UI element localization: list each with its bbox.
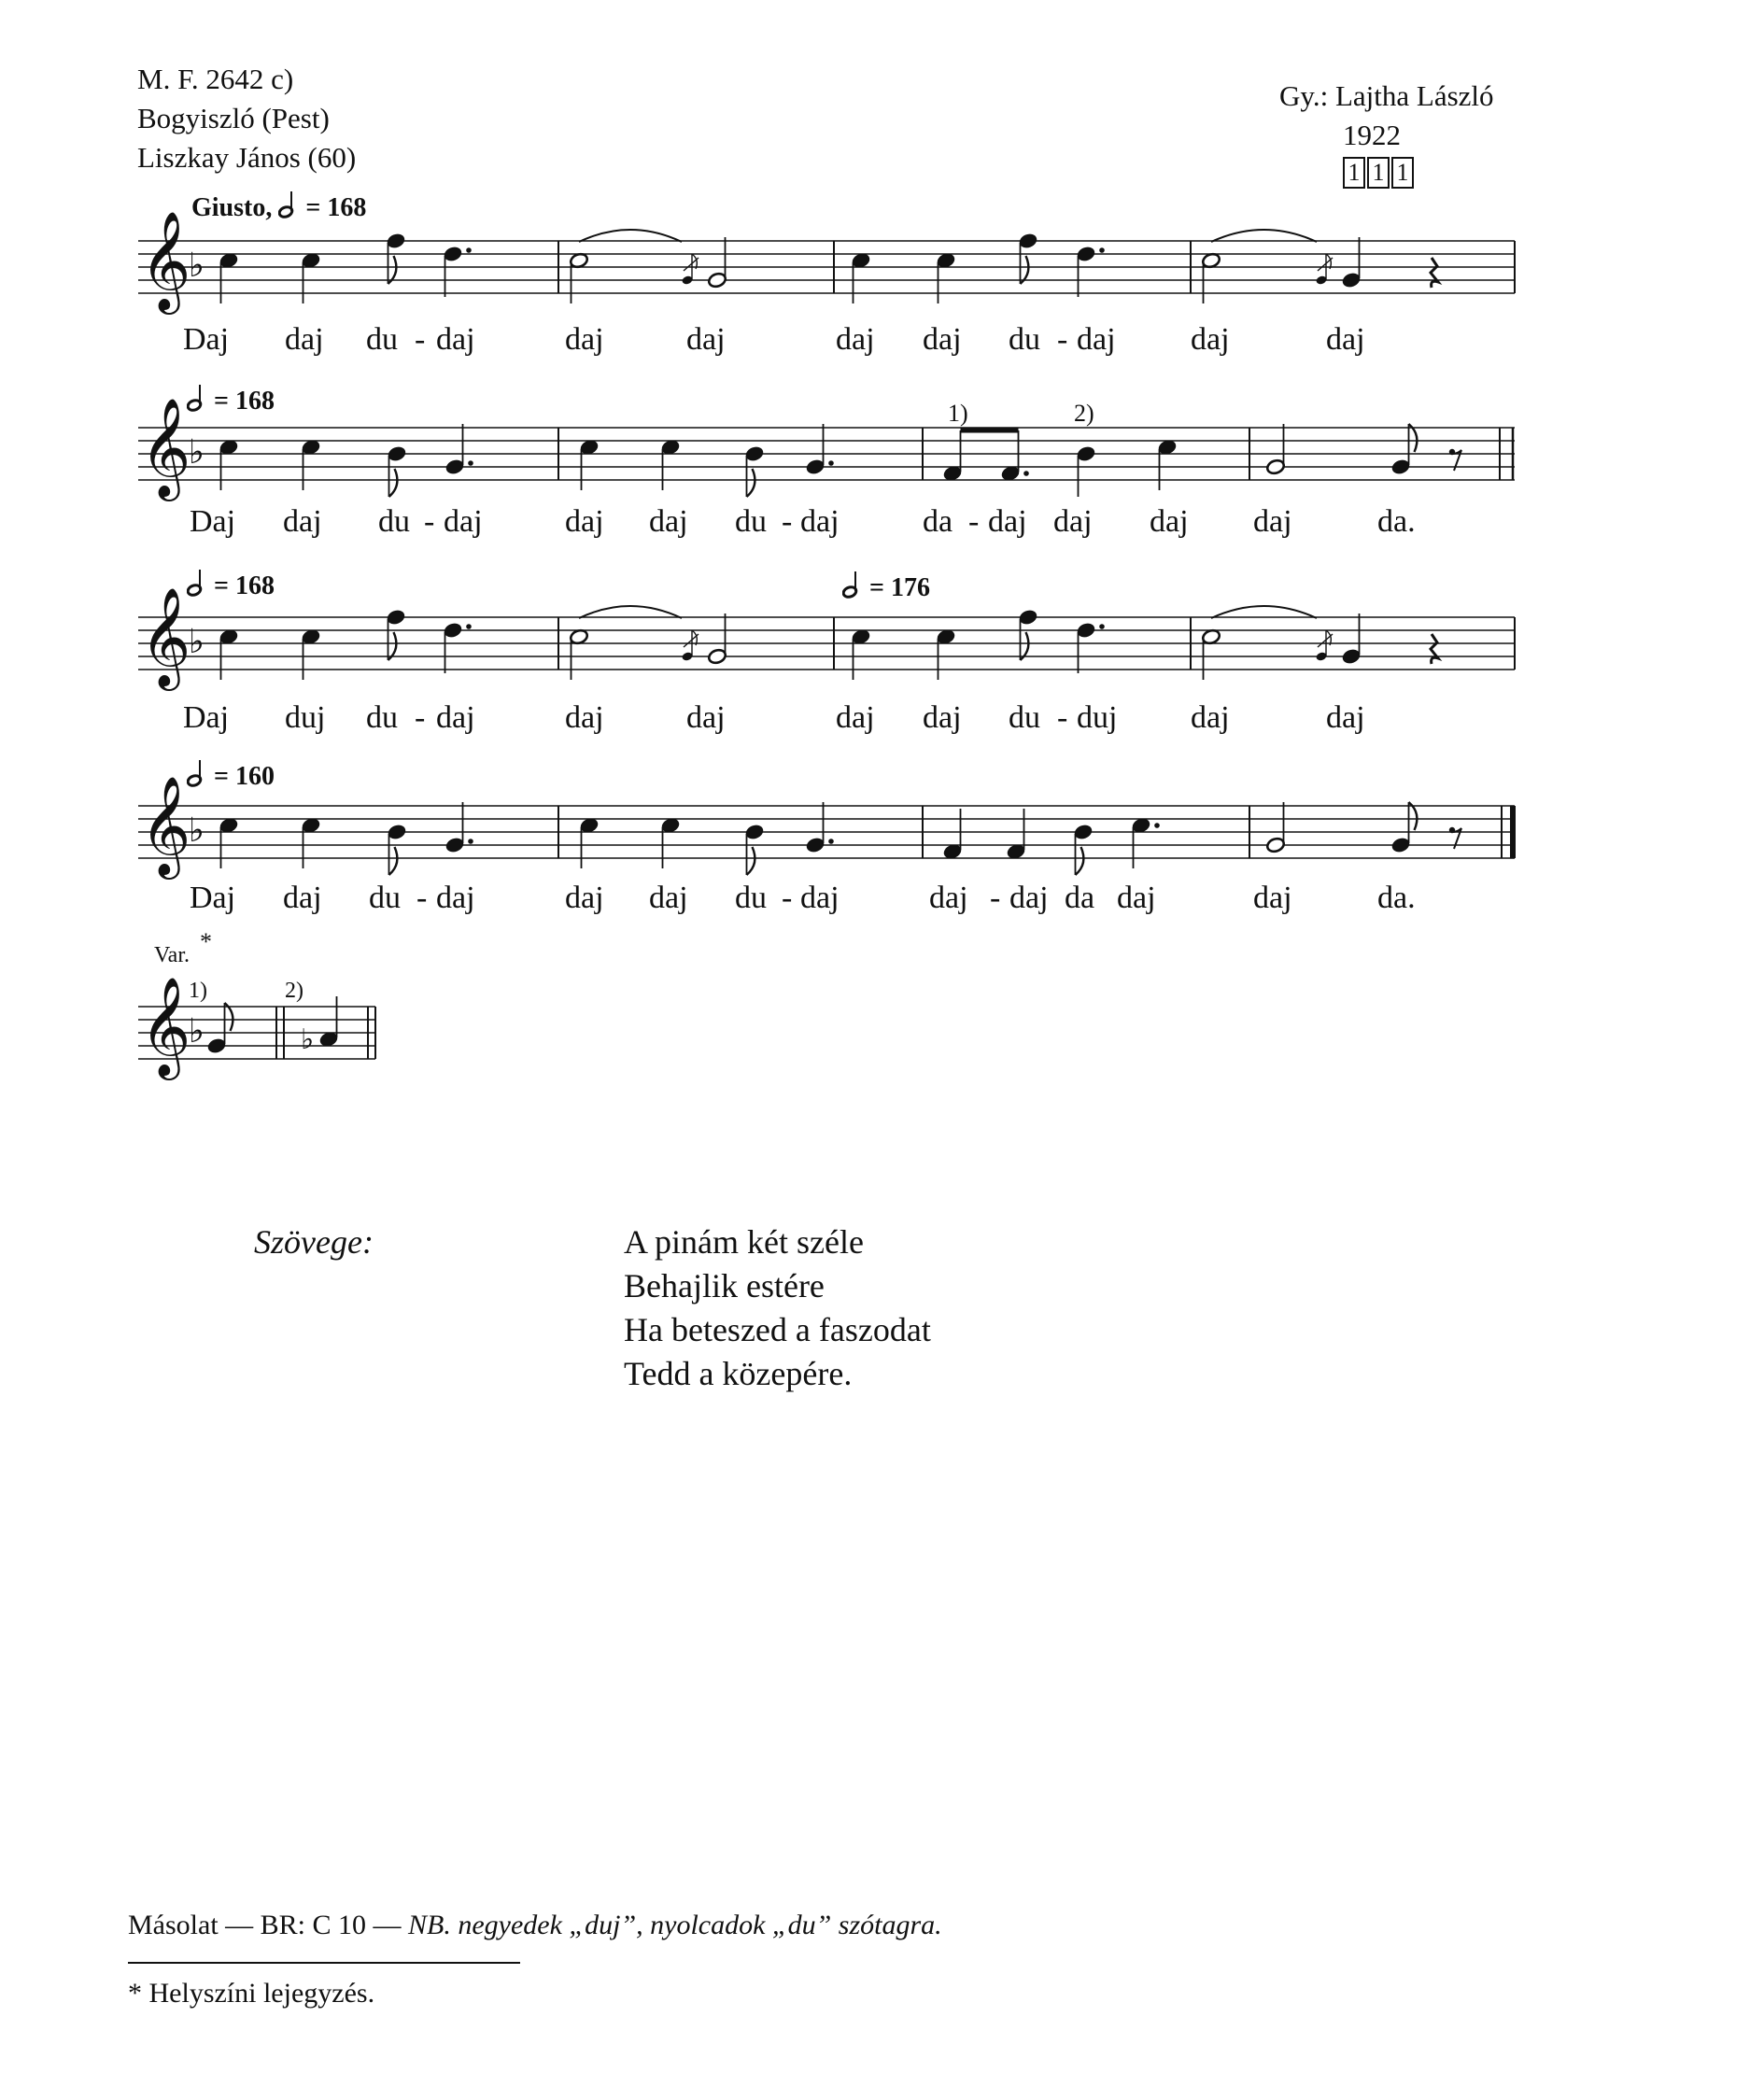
- note-flag: [389, 469, 398, 497]
- poem-line: Behajlik estére: [624, 1267, 825, 1304]
- note-head: [1076, 622, 1095, 639]
- lyric-syllable: daj: [1009, 881, 1049, 915]
- lyric-hyphen: -: [782, 504, 793, 539]
- slur: [1211, 230, 1317, 242]
- lyric-syllable: daj: [929, 881, 968, 915]
- note-head: [206, 1037, 226, 1054]
- lyric-syllable: daj: [800, 881, 840, 915]
- note-head: [387, 445, 406, 462]
- music-staff-1: [0, 210, 1764, 345]
- flat-icon: ♭: [189, 811, 205, 850]
- tempo-marking-3: [187, 570, 275, 601]
- lyric-syllable: du: [366, 322, 398, 357]
- tempo-value: = 168: [214, 571, 275, 600]
- lyric-hyphen: -: [424, 504, 435, 539]
- note-head: [1076, 246, 1095, 262]
- note-flag: [747, 847, 755, 875]
- lyric-syllable: du: [378, 504, 410, 539]
- lyric-syllable: daj: [923, 700, 962, 735]
- lyric-hyphen: -: [1057, 322, 1068, 357]
- lyric-hyphen: -: [416, 881, 428, 915]
- lyric-hyphen: -: [968, 504, 980, 539]
- note-dot: [468, 839, 473, 844]
- singer-name: Liszkay János (60): [137, 141, 357, 174]
- source-nb: NB. negyedek „duj”, nyolcadok „du” szótagra.: [408, 1910, 942, 1940]
- note-head: [387, 824, 406, 840]
- lyric-syllable: daj: [649, 504, 688, 539]
- lyric-hyphen: -: [1057, 700, 1068, 735]
- note-head: [443, 246, 462, 262]
- note-head: [1018, 233, 1037, 249]
- flat-icon: ♭: [189, 623, 205, 661]
- variant-ending-1: 1): [189, 979, 207, 1003]
- note-dot: [828, 839, 834, 844]
- lyric-syllable: daj: [1077, 322, 1116, 357]
- footnote-divider: [128, 1962, 520, 1964]
- treble-clef-icon: 𝄞: [140, 210, 191, 310]
- lyric-syllable: da.: [1377, 504, 1416, 539]
- lyric-syllable: daj: [836, 322, 875, 357]
- lyric-syllable: daj: [800, 504, 840, 539]
- lyric-syllable: daj: [1150, 504, 1189, 539]
- note-dot: [828, 460, 834, 466]
- lyric-syllable: daj: [436, 700, 475, 735]
- lyric-syllable: da.: [1377, 881, 1416, 915]
- flat-icon: ♭: [301, 1023, 315, 1056]
- note-head: [707, 272, 727, 289]
- variant-ending-2: 2): [285, 979, 303, 1003]
- collection-year: 1922: [1343, 119, 1401, 151]
- poem-line: A pinám két széle: [624, 1223, 864, 1261]
- note-dot: [466, 624, 472, 629]
- note-head: [386, 609, 405, 626]
- note-head: [1390, 837, 1410, 853]
- lyric-syllable: daj: [436, 322, 475, 357]
- lyric-syllable: daj: [923, 322, 962, 357]
- lyric-syllable: du: [1009, 322, 1040, 357]
- note-head: [805, 458, 825, 475]
- flat-icon: ♭: [189, 1012, 205, 1051]
- treble-clef-icon: 𝄞: [140, 397, 191, 497]
- note-head: [1390, 458, 1410, 475]
- box-digit: 1: [1367, 157, 1390, 189]
- source-note: [128, 1910, 942, 1941]
- lyric-hyphen: -: [415, 322, 426, 357]
- lyric-hyphen: -: [990, 881, 1001, 915]
- lyric-syllable: daj: [565, 700, 604, 735]
- lyric-syllable: daj: [1326, 322, 1365, 357]
- lyric-syllable: daj: [444, 504, 483, 539]
- note-dot: [1099, 624, 1105, 629]
- treble-clef-icon: 𝄞: [140, 976, 191, 1076]
- note-head: [744, 824, 764, 840]
- lyric-syllable: daj: [1117, 881, 1156, 915]
- quarter-rest-icon: [1431, 258, 1438, 288]
- lyric-syllable: daj: [436, 881, 475, 915]
- lyric-syllable: Daj: [190, 504, 236, 539]
- half-note-icon: [842, 571, 863, 599]
- note-head: [805, 837, 825, 853]
- catalog-number: M. F. 2642 c): [137, 63, 294, 95]
- slur: [579, 606, 682, 618]
- note-dot: [1099, 247, 1105, 253]
- text-section-label: Szövege:: [254, 1223, 374, 1261]
- note-head: [1341, 272, 1361, 289]
- note-dot: [466, 247, 472, 253]
- lyric-syllable: du: [735, 504, 767, 539]
- lyric-syllable: daj: [836, 700, 875, 735]
- tempo-marking-5: [187, 760, 275, 792]
- note-flag: [747, 469, 755, 497]
- note-head: [707, 648, 727, 665]
- tempo-value: = 160: [214, 762, 275, 791]
- note-dot: [468, 460, 473, 466]
- lyric-syllable: du: [369, 881, 401, 915]
- lyric-syllable: daj: [1326, 700, 1365, 735]
- note-head: [445, 837, 464, 853]
- lyric-syllable: du: [735, 881, 767, 915]
- flat-icon: ♭: [189, 433, 205, 472]
- variant-star: *: [200, 928, 212, 955]
- note-head: [744, 445, 764, 462]
- lyric-syllable: Daj: [183, 322, 230, 357]
- source-reference: Másolat — BR: C 10 —: [128, 1910, 409, 1940]
- note-head: [1076, 445, 1095, 462]
- lyric-syllable: daj: [1191, 700, 1230, 735]
- note-head: [445, 458, 464, 475]
- lyric-syllable: daj: [1053, 504, 1093, 539]
- quarter-rest-icon: [1431, 634, 1438, 664]
- treble-clef-icon: 𝄞: [140, 775, 191, 875]
- note-head: [1341, 648, 1361, 665]
- lyric-syllable: Daj: [190, 881, 236, 915]
- lyric-syllable: da: [1065, 881, 1095, 915]
- lyric-syllable: daj: [283, 881, 322, 915]
- lyric-syllable: daj: [1253, 881, 1292, 915]
- lyric-hyphen: -: [782, 881, 793, 915]
- variant-label: Var.: [154, 943, 190, 967]
- music-staff-variant: [0, 976, 1764, 1111]
- slur: [579, 230, 682, 242]
- poem-line: Ha beteszed a faszodat: [624, 1311, 931, 1348]
- box-digit: 1: [1391, 157, 1414, 189]
- lyric-syllable: daj: [1253, 504, 1292, 539]
- lyric-syllable: daj: [1191, 322, 1230, 357]
- note-head: [443, 622, 462, 639]
- box-digit: 1: [1343, 157, 1365, 189]
- tempo-value: = 176: [869, 573, 930, 602]
- ending-marker-2: 2): [1074, 400, 1094, 427]
- lyric-syllable: daj: [988, 504, 1027, 539]
- lyric-syllable: daj: [649, 881, 688, 915]
- classification-boxes: [1343, 157, 1416, 189]
- lyric-syllable: daj: [285, 322, 324, 357]
- treble-clef-icon: 𝄞: [140, 586, 191, 686]
- tempo-value: = 168: [214, 387, 275, 416]
- poem-line: Tedd a közepére.: [624, 1355, 853, 1392]
- note-head: [1265, 837, 1285, 853]
- note-head: [1265, 458, 1285, 475]
- lyric-syllable: daj: [565, 504, 604, 539]
- ending-marker-1: 1): [948, 400, 968, 427]
- note-flag: [1076, 847, 1084, 875]
- place-name: Bogyiszló (Pest): [137, 102, 330, 134]
- lyric-syllable: du: [1009, 700, 1040, 735]
- lyric-hyphen: -: [415, 700, 426, 735]
- tempo-marking-1: [191, 191, 366, 223]
- note-flag: [389, 847, 398, 875]
- collector-name: Gy.: Lajtha László: [1279, 79, 1494, 112]
- slur: [1211, 606, 1317, 618]
- lyric-syllable: Daj: [183, 700, 230, 735]
- tempo-term: Giusto,: [191, 193, 273, 222]
- note-head: [386, 233, 405, 249]
- lyric-syllable: daj: [686, 322, 726, 357]
- tempo-marking-4: [842, 571, 930, 603]
- footnote: * Helyszíni lejegyzés.: [128, 1978, 375, 2009]
- poem-text: [624, 1220, 931, 1396]
- lyric-syllable: daj: [283, 504, 322, 539]
- lyric-syllable: daj: [565, 322, 604, 357]
- note-dot: [1023, 471, 1029, 476]
- tempo-value: = 168: [305, 193, 367, 222]
- lyric-syllable: daj: [686, 700, 726, 735]
- lyric-syllable: daj: [565, 881, 604, 915]
- lyric-syllable: da: [923, 504, 953, 539]
- lyric-syllable: duj: [285, 700, 326, 735]
- note-head: [1018, 609, 1037, 626]
- note-head: [1073, 824, 1093, 840]
- note-dot: [1154, 823, 1160, 828]
- lyric-syllable: duj: [1077, 700, 1118, 735]
- lyric-syllable: du: [366, 700, 398, 735]
- half-note-icon: [278, 191, 299, 219]
- flat-icon: ♭: [189, 247, 205, 285]
